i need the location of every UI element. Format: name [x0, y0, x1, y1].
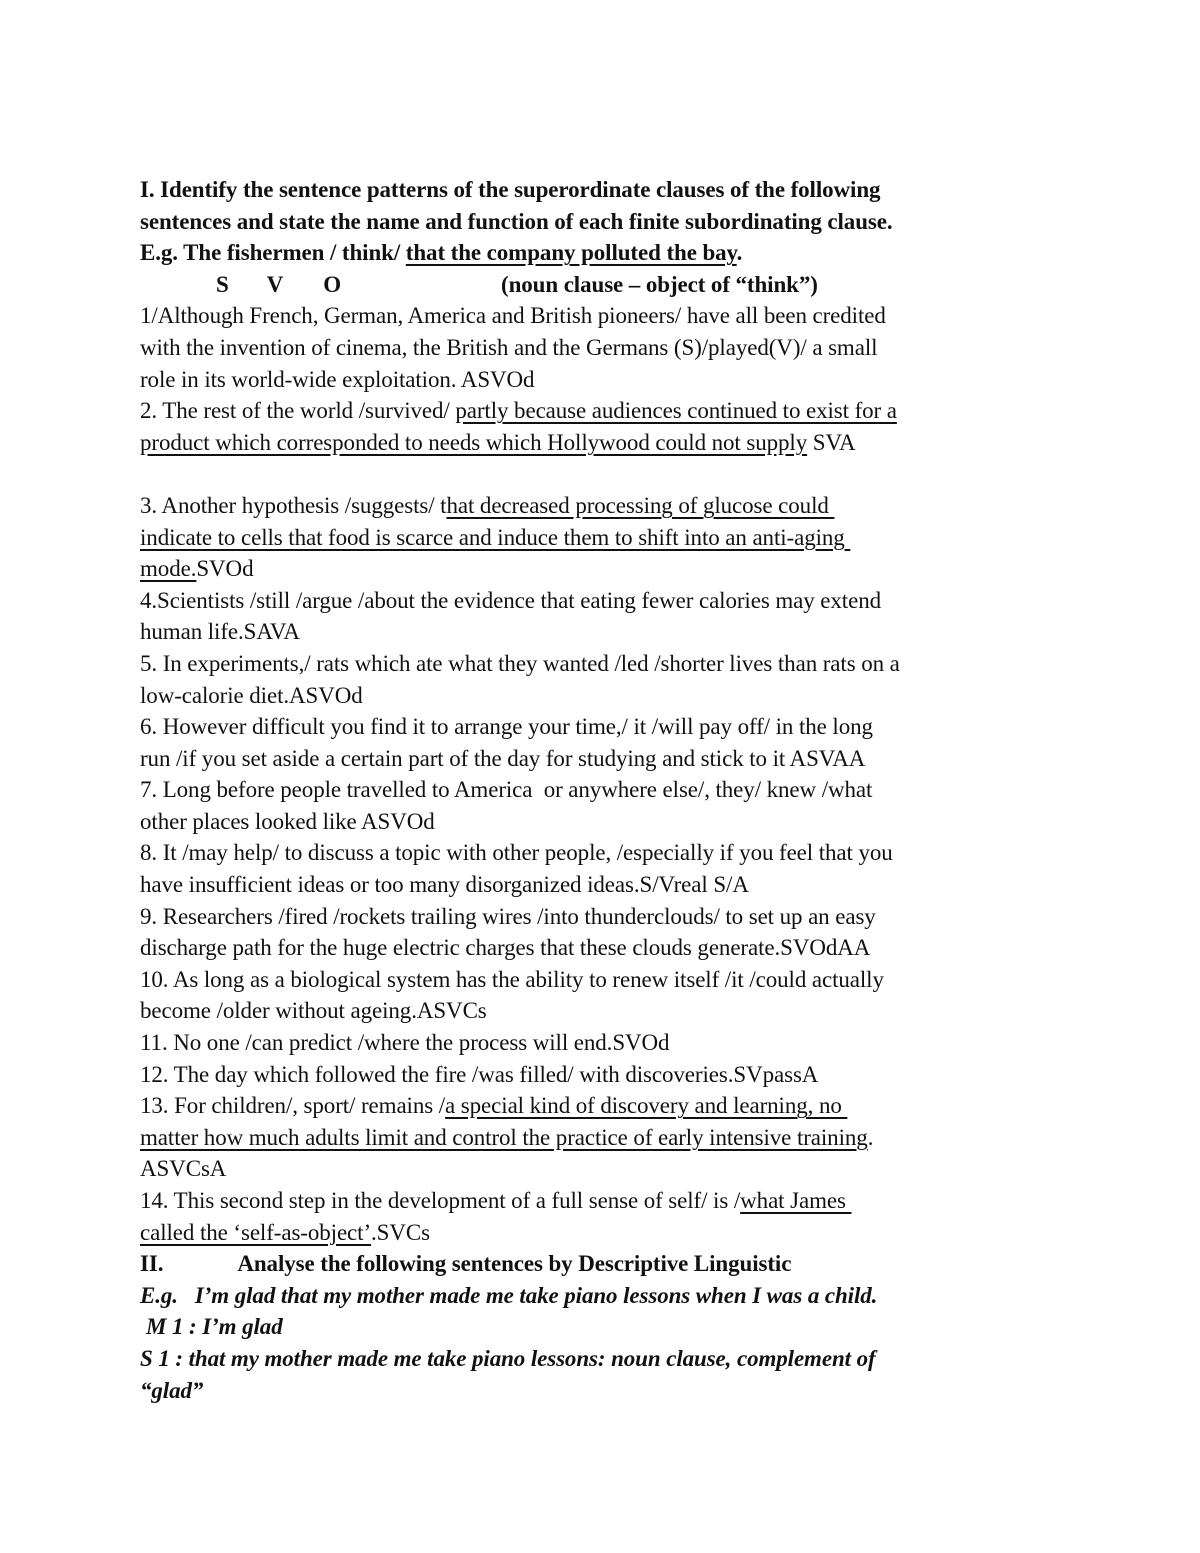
exercise-line: [140, 427, 1080, 459]
exercise-line: [140, 711, 1080, 743]
line-text: 14. This second step in the development of a full sense of self/ is /: [140, 1188, 741, 1213]
exercise-line: [140, 553, 1080, 585]
exercise-line: [140, 901, 1080, 933]
exercise-line: [140, 648, 1080, 680]
label-note: (noun clause – object of “think”): [501, 271, 818, 297]
line-text: SVOd: [196, 556, 254, 582]
line-text: role in its world-wide exploitation. ASVOd: [140, 366, 535, 392]
example-suffix: .: [736, 240, 743, 266]
exercise-line: [140, 837, 1080, 869]
line-text: .SVCs: [371, 1219, 430, 1245]
line-text: with the invention of cinema, the British and the Germans (S)/played(V)/ a small: [140, 334, 878, 360]
exercise-line: [140, 932, 1080, 964]
exercise-line: [140, 680, 1080, 712]
label-verb: V: [266, 271, 284, 297]
line-text: 11. No one /can predict /where the process will end.SVOd: [140, 1030, 670, 1056]
line-text: 3. Another hypothesis /suggests/ t: [140, 492, 447, 518]
exercise-line: [140, 1122, 1080, 1154]
section-2-sub-clause-line-1: S 1 : that my mother made me take piano lessons: noun clause, complement of: [140, 1345, 876, 1371]
underlined-clause: hat decreased processing of glucose could: [446, 492, 835, 518]
underlined-clause: partly because audiences continued to exist for a: [455, 398, 897, 424]
section-2-title: Analyse the following sentences by Descriptive Linguistic: [237, 1251, 792, 1277]
line-text: 6. However difficult you find it to arrange your time,/ it /will pay off/ in the long: [140, 714, 873, 740]
section-1-heading-line-1: I. Identify the sentence patterns of the superordinate clauses of the following: [140, 177, 881, 202]
line-text: 2. The rest of the world /survived/: [140, 398, 456, 424]
line-text: SVA: [807, 429, 856, 455]
exercise-line: [140, 995, 1080, 1027]
example-sentence: [140, 237, 1080, 269]
line-text: 9. Researchers /fired /rockets trailing wires /into thunderclouds/ to set up an easy: [140, 903, 876, 929]
exercise-line: [140, 743, 1080, 775]
exercise-line: [140, 869, 1080, 901]
exercise-items: [140, 300, 1080, 1248]
underlined-clause: matter how much adults limit and control the practice of early intensive training: [140, 1124, 868, 1150]
exercise-line: [140, 774, 1080, 806]
line-text: become /older without ageing.ASVCs: [140, 998, 487, 1024]
section-2-example: E.g. I’m glad that my mother made me take piano lessons when I was a child.: [140, 1282, 878, 1308]
line-text: run /if you set aside a certain part of the day for studying and stick to it ASVAA: [140, 745, 866, 771]
exercise-line: [140, 1090, 1080, 1122]
blank-line: [140, 458, 1080, 490]
example-prefix: E.g. The fishermen / think/: [140, 240, 406, 266]
line-text: human life.SAVA: [140, 619, 300, 645]
label-subject: S: [216, 271, 229, 297]
line-text: low-calorie diet.ASVOd: [140, 682, 363, 708]
section-2-heading: [140, 1248, 1080, 1280]
label-object: O: [323, 271, 342, 297]
line-text: 7. Long before people travelled to America or anywhere else/, they/ knew /what: [140, 777, 873, 803]
section-1-heading-line-2: sentences and state the name and function of each finite subordinating clause.: [140, 208, 893, 234]
line-text: 10. As long as a biological system has the ability to renew itself /it /could actually: [140, 966, 884, 992]
underlined-clause: mode.: [140, 556, 197, 582]
exercise-line: [140, 964, 1080, 996]
example-svo-labels: [140, 269, 1080, 301]
exercise-line: [140, 1027, 1080, 1059]
underlined-clause: what James: [740, 1188, 852, 1213]
section-2-main-clause: M 1 : I’m glad: [146, 1314, 283, 1340]
line-text: 8. It /may help/ to discuss a topic with other people, /especially if you feel that you: [140, 840, 893, 866]
exercise-line: [140, 395, 1080, 427]
exercise-line: [140, 806, 1080, 838]
section-2-sub-clause-line-2: “glad”: [140, 1377, 204, 1403]
line-text: 4.Scientists /still /argue /about the evidence that eating fewer calories may extend: [140, 587, 881, 613]
underlined-clause: a special kind of discovery and learning, no: [445, 1093, 848, 1119]
exercise-line: [140, 300, 1080, 332]
exercise-line: [140, 1217, 1080, 1249]
exercise-line: [140, 1185, 1080, 1217]
exercise-line: [140, 616, 1080, 648]
underlined-clause: called the ‘self-as-object’: [140, 1219, 372, 1245]
line-text: .: [867, 1124, 874, 1150]
line-text: 12. The day which followed the fire /was filled/ with discoveries.SVpassA: [140, 1061, 819, 1087]
underlined-clause: product which corresponded to needs which Hollywood could not supply: [140, 429, 808, 455]
line-text: have insufficient ideas or too many disorganized ideas.S/Vreal S/A: [140, 872, 749, 898]
line-text: discharge path for the huge electric charges that these clouds generate.SVOdAA: [140, 935, 871, 961]
example-underlined-clause: that the company polluted the bay: [405, 240, 737, 266]
exercise-line: [140, 364, 1080, 396]
exercise-line: [140, 1059, 1080, 1091]
exercise-line: [140, 490, 1080, 522]
section-2-number: II.: [140, 1251, 164, 1277]
exercise-line: [140, 1153, 1080, 1185]
exercise-line: [140, 585, 1080, 617]
worksheet-page: [140, 174, 1080, 1406]
exercise-line: [140, 332, 1080, 364]
line-text: 13. For children/, sport/ remains /: [140, 1093, 446, 1119]
line-text: 1/Although French, German, America and British pioneers/ have all been credited: [140, 303, 886, 329]
underlined-clause: indicate to cells that food is scarce and induce them to shift into an anti-aging: [140, 524, 851, 550]
line-text: other places looked like ASVOd: [140, 808, 435, 834]
line-text: ASVCsA: [140, 1156, 227, 1182]
exercise-line: [140, 522, 1080, 554]
line-text: 5. In experiments,/ rats which ate what they wanted /led /shorter lives than rats on a: [140, 650, 900, 676]
